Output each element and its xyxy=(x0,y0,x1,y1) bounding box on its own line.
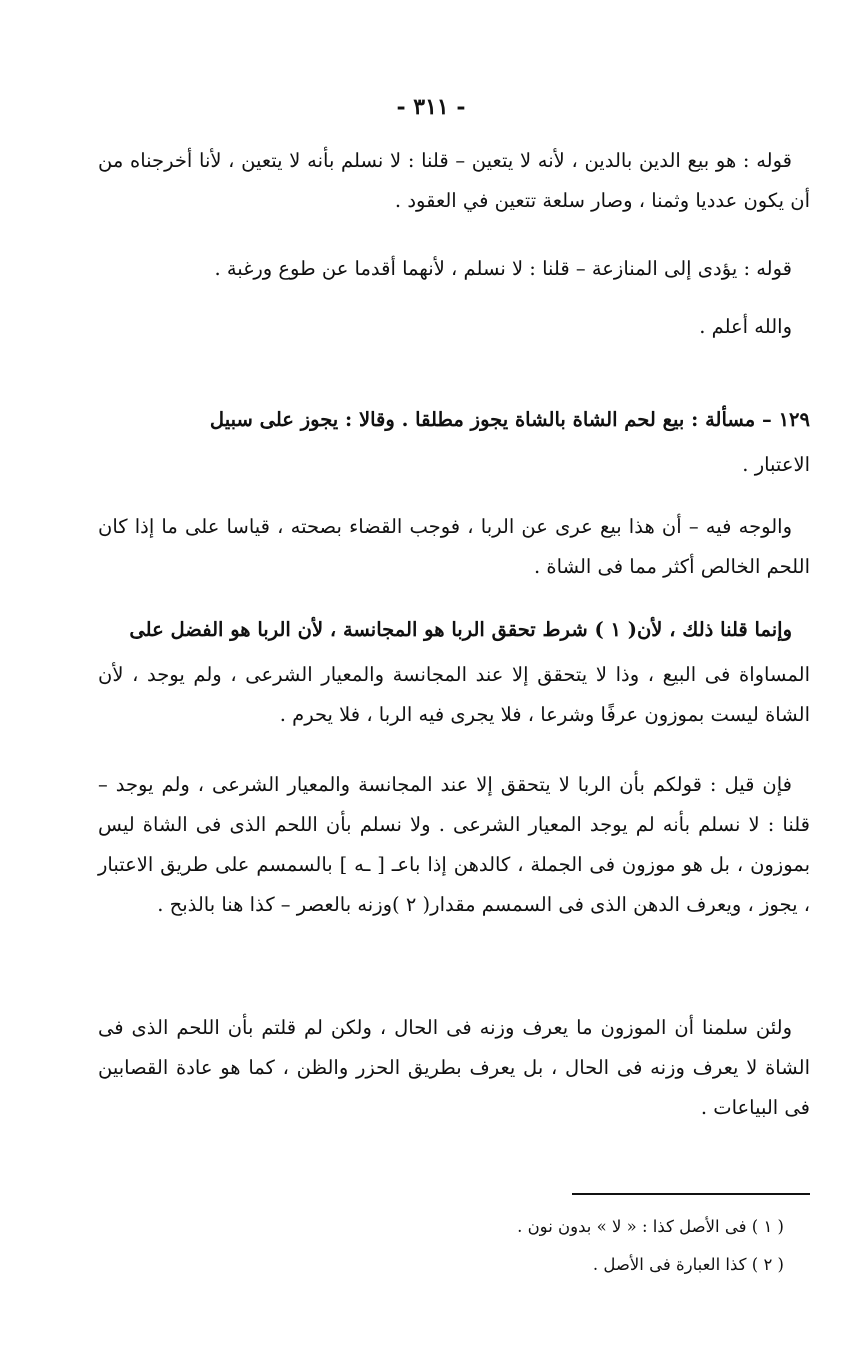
paragraph-9 xyxy=(98,1008,810,1128)
issue-heading xyxy=(98,400,810,440)
paragraph-text: قوله : يؤدى إلى المنازعة – قلنا : لا نسلم ، لأنهما أقدما عن طوع ورغبة . xyxy=(214,257,792,280)
paragraph-text: وإنما قلنا ذلك ، لأن( ١ ) شرط تحقق الربا هو المجانسة ، لأن الربا هو الفضل على xyxy=(129,618,792,641)
issue-heading-text: ١٢٩ – مسألة : بيع لحم الشاة بالشاة يجوز مطلقا . وقالا : يجوز على سبيل xyxy=(209,408,810,431)
paragraph-1 xyxy=(98,141,810,221)
paragraph-5 xyxy=(98,507,810,587)
paragraph-8 xyxy=(98,765,810,925)
paragraph-2 xyxy=(98,249,810,289)
footnotes xyxy=(104,1208,784,1284)
footnote-1: ( ١ ) فى الأصل كذا : « لا » بدون نون . xyxy=(517,1217,784,1236)
paragraph-text: ولئن سلمنا أن الموزون ما يعرف وزنه فى الحال ، ولكن لم قلتم بأن اللحم الذى فى الشاة لا يعرف وزنه فى الحال ، بل يعرف بطريق الحزر والظن ، كما هو عادة القصابين فى البياعات . xyxy=(98,1016,810,1119)
page-number: - ٣١١ - xyxy=(396,94,466,120)
paragraph-text: الاعتبار . xyxy=(742,453,810,476)
paragraph-4 xyxy=(98,445,810,485)
paragraph-6-bold xyxy=(98,610,810,650)
footnote-2: ( ٢ ) كذا العبارة فى الأصل . xyxy=(592,1255,784,1274)
paragraph-7 xyxy=(98,655,810,735)
paragraph-3 xyxy=(98,307,810,347)
paragraph-text: فإن قيل : قولكم بأن الربا لا يتحقق إلا عند المجانسة والمعيار الشرعى ، ولم يوجد – قلنا : لا نسلم بأنه لم يوجد المعيار الشرعى . ولا نسلم بأن اللحم الذى فى الشاة ليس بموزون ، بل هو موزون فى الجملة ، كالدهن إذا باعـ [ ـه ] بالسمسم على طريق الاعتبار ، يجوز ، ويعرف الدهن الذى فى السمسم مقدار( ٢ )وزنه بالعصر – كذا هنا بالذبح . xyxy=(98,773,810,916)
paragraph-text: والوجه فيه – أن هذا بيع عرى عن الربا ، فوجب القضاء بصحته ، قياسا على ما إذا كان اللحم الخالص أكثر مما فى الشاة . xyxy=(98,515,810,578)
paragraph-text: قوله : هو بيع الدين بالدين ، لأنه لا يتعين – قلنا : لا نسلم بأنه لا يتعين ، لأنا أخرجناه من أن يكون عدديا وثمنا ، وصار سلعة تتعين في العقود . xyxy=(98,149,810,212)
paragraph-text: المساواة فى البيع ، وذا لا يتحقق إلا عند المجانسة والمعيار الشرعى ، ولم يوجد ، لأن الشاة ليست بموزون عرفًا وشرعا ، فلا يجرى فيه الربا ، فلا يحرم . xyxy=(98,663,810,726)
footnote-divider xyxy=(572,1193,810,1195)
paragraph-text: والله أعلم . xyxy=(699,315,792,338)
